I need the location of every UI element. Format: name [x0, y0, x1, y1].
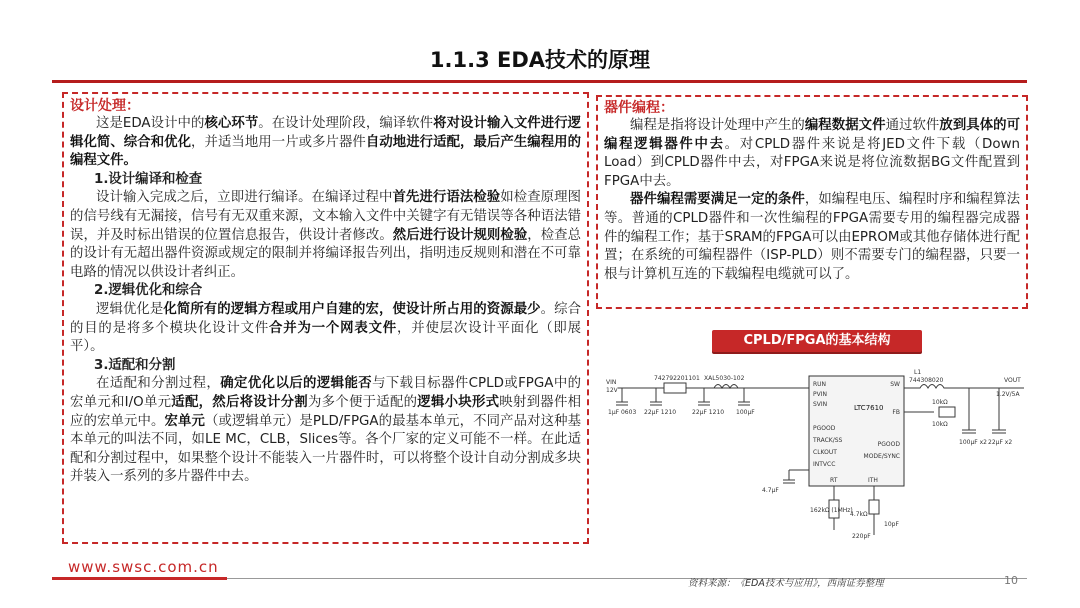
s3-bold-4: 宏单元: [164, 413, 205, 429]
res-label-1: 10kΩ: [932, 399, 948, 406]
res-label-2: 10kΩ: [932, 421, 948, 428]
pin-bottom-0: RT: [830, 477, 838, 484]
pin-right-1: FB: [892, 409, 900, 416]
s3-bold-3: 逻辑小块形式: [417, 394, 500, 410]
cap-label-8: 220pF: [852, 533, 871, 540]
s3-text-1: 在适配和分割过程，: [96, 376, 221, 392]
section-2-title: 2.逻辑优化和综合: [94, 283, 203, 299]
cap-label-2: 22μF 1210: [692, 409, 725, 416]
ith-resistor: [869, 500, 879, 514]
chip-label: LTC7610: [854, 404, 884, 412]
pin-left-4: TRACK/SS: [813, 437, 843, 444]
s2-bold-1: 化简所有的逻辑方程或用户自建的宏，使设计所占用的资源最少: [163, 301, 541, 317]
s2-text-1: 逻辑优化是: [96, 301, 164, 317]
vin-value: 12V: [606, 387, 618, 394]
pin-left-1: PVIN: [813, 391, 827, 398]
intro-text-2: 。在设计处理阶段，编译软件: [258, 116, 434, 131]
output-inductor: [904, 385, 1024, 389]
res-label-0: 4.7kΩ: [850, 511, 868, 518]
device-programming-box: [596, 95, 1028, 309]
dp-bold-2: 放到具体的可编程逻辑器件中去: [604, 118, 1021, 152]
dp-bold-1: 编程数据文件: [804, 118, 886, 133]
cap-label-7: 22μF x2: [988, 439, 1013, 446]
slide-title: 1.1.3 EDA技术的原理: [429, 48, 651, 72]
s3-text-5: （或逻辑单元）是PLD/FPGA的最基本单元，不同产品对这种基本单元的叫法不同，如LE MC，CLB，Slices等。各个厂家的定义可能不一样。在此适配和分割过程中，如果整个设计不能装入一片器件时，可以将整个设计自动分割成多块并装入一系列的多片器件中去。: [70, 413, 582, 485]
s2-text-2: 。综合的目的是将多个模块化设计文件: [70, 301, 582, 336]
section-3-paragraph: [70, 375, 581, 487]
title-rule: [52, 80, 1027, 83]
inductor-label: 744308020: [909, 377, 944, 384]
cap-label-1: 22μF 1210: [644, 409, 677, 416]
cap-label-5: 10pF: [884, 521, 899, 528]
intro-bold-2: 将对设计输入文件进行逻辑化简、综合和优化: [70, 116, 582, 150]
device-programming-paragraph: [604, 117, 1020, 284]
fb-resistor: [939, 407, 955, 417]
dp-text-3: 。对CPLD器件来说是将JED文件下载（Down Load）到CPLD器件中去，对FPGA来说是将位流数据BG文件配置到FPGA中去。: [604, 136, 1021, 189]
pin-right-2: PGOOD: [877, 441, 900, 448]
pin-left-0: RUN: [813, 381, 827, 388]
pin-right-3: MODE/SYNC: [863, 453, 900, 460]
inductor-ref: L1: [914, 369, 922, 376]
circuit-diagram: [604, 360, 1034, 560]
pin-bottom-1: ITH: [868, 477, 878, 484]
cap-label-3: 100μF: [736, 409, 755, 416]
pin-left-2: SVIN: [813, 401, 828, 408]
diagram-banner: CPLD/FPGA的基本结构: [712, 330, 922, 352]
dp-bold-3: 器件编程需要满足一定的条件: [630, 192, 805, 208]
intro-bold-3: 自动地进行适配，最后产生编程用的编程文件。: [70, 134, 582, 169]
s2-text-3: ，并使层次设计平面化（即展平）。: [70, 320, 582, 355]
s3-text-3: 为多个便于适配的: [307, 394, 418, 410]
dp-text-1: 编程是指将设计处理中产生的: [630, 118, 805, 133]
intro-bold-1: 核心环节: [204, 116, 259, 131]
cap-label-4: 4.7μF: [762, 487, 779, 494]
vout-label: VOUT: [1004, 377, 1021, 384]
pin-left-6: INTVCC: [813, 461, 836, 468]
section-2-paragraph: [70, 301, 581, 357]
intro-text-1: 这是EDA设计中的: [96, 116, 205, 131]
pin-left-5: CLKOUT: [813, 449, 837, 456]
s1-text-2: 如检查原理图的信号线有无漏接，信号有无双重来源，文本输入文件中关键字有无错误等各种语法错误，并及时标出错误的位置信息报告，供设计者修改。: [70, 190, 582, 243]
section-1-paragraph: [70, 189, 581, 282]
pin-right-0: SW: [890, 381, 900, 388]
device-programming-heading: 器件编程：: [604, 100, 674, 116]
cap-label-0: 1μF 0603: [608, 409, 637, 416]
s2-bold-2: 合并为一个网表文件: [269, 320, 398, 336]
s3-text-2: 与下载目标器件CPLD或FPGA中的宏单元和I/O单元: [70, 376, 582, 410]
footer-accent-bar: [52, 577, 227, 580]
s3-bold-2: 适配，然后将设计分割: [171, 394, 308, 410]
res-label-3: 162kΩ (1MHz): [810, 507, 853, 514]
section-1-title: 1.设计编译和检查: [94, 171, 203, 187]
cap-label-6: 100μF x2: [959, 439, 987, 446]
input-inductor: [714, 385, 738, 389]
s1-bold-2: 然后进行设计规则检验: [392, 227, 528, 243]
section-3-title: 3.适配和分割: [94, 357, 176, 373]
s3-bold-1: 确定优化以后的逻辑能否: [220, 376, 373, 392]
dp-text-2: 通过软件: [885, 118, 940, 133]
source-note: 资料来源：《EDA技术与应用》，西南证券整理: [688, 578, 884, 589]
part1-label: 742792201101: [654, 375, 700, 382]
design-processing-heading: 设计处理：: [70, 98, 140, 114]
s1-bold-1: 首先进行语法检验: [392, 190, 501, 206]
page-number: 10: [1004, 574, 1018, 587]
dp-text-4: ，如编程电压、编程时序和编程算法等。普通的CPLD器件和一次性编程的FPGA需要专用的编程器完成器件的编程工作；基于SRAM的FPGA可以由EPROM或其他存储体进行配置；在系统的可编程器件（ISP-PLD）则不需要专门的编程器，只要一根与计算机互连的下载编程电缆就可以了。: [604, 192, 1021, 282]
vin-label: VIN: [606, 379, 617, 386]
s3-text-4: 映射到器件相应的宏单元中。: [70, 394, 582, 429]
footer-url[interactable]: www.swsc.com.cn: [68, 558, 219, 576]
intro-text-3: ，并适当地用一片或多片器件: [191, 134, 366, 150]
s1-text-3: ，检查总的设计有无超出器件资源或规定的限制并将编译报告列出，指明违反规则和潜在不可靠电路的情况以供设计者纠正。: [70, 227, 582, 280]
s1-text-1: 设计输入完成之后，立即进行编译。在编译过程中: [96, 190, 393, 206]
intro-paragraph: [70, 115, 581, 171]
ferrite-bead: [664, 383, 686, 393]
vout-value: 1.2V/5A: [996, 391, 1020, 398]
pin-left-3: PGOOD: [813, 425, 836, 432]
part2-label: XAL5030-102: [704, 375, 745, 382]
design-processing-box: [62, 92, 589, 544]
